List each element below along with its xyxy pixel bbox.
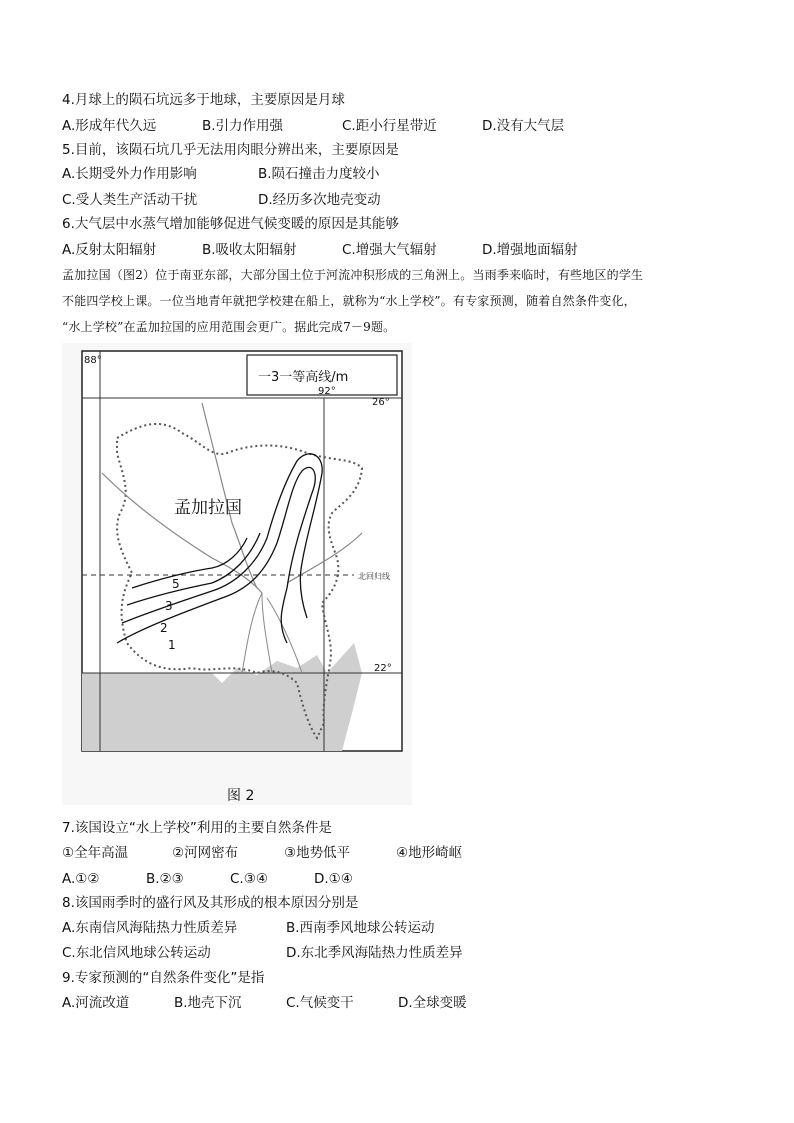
q5-option-d: D.经历多次地壳变动 bbox=[258, 192, 381, 208]
bangladesh-map bbox=[62, 343, 412, 805]
label-lat-26: 26° bbox=[372, 397, 390, 408]
label-lat-22: 22° bbox=[374, 663, 392, 674]
bangladesh-map-figure bbox=[62, 343, 412, 805]
q5-option-b: B.陨石撞击力度较小 bbox=[258, 166, 380, 182]
question-5-stem: 5.目前，该陨石坑几乎无法用肉眼分辨出来，主要原因是 bbox=[62, 142, 399, 158]
label-lon-92: 92° bbox=[318, 386, 336, 397]
label-lon-88: 88° bbox=[84, 355, 102, 366]
contour-label-2: 2 bbox=[160, 621, 168, 635]
q9-option-b: B.地壳下沉 bbox=[174, 995, 242, 1011]
q4-option-d: D.没有大气层 bbox=[482, 118, 565, 134]
q5-option-c: C.受人类生产活动干扰 bbox=[62, 192, 198, 208]
q7-option-a: A.①② bbox=[62, 871, 100, 887]
q7-item-2: ②河网密布 bbox=[172, 845, 239, 861]
question-6-stem: 6.大气层中水蒸气增加能够促进气候变暖的原因是其能够 bbox=[62, 216, 399, 232]
map-legend-text: 一3一等高线/m bbox=[258, 370, 349, 385]
q7-option-b: B.②③ bbox=[146, 871, 184, 887]
q9-option-c: C.气候变干 bbox=[286, 995, 354, 1011]
question-9-stem: 9.专家预测的“自然条件变化”是指 bbox=[62, 970, 265, 986]
q9-option-a: A.河流改道 bbox=[62, 995, 130, 1011]
q5-option-a: A.长期受外力作用影响 bbox=[62, 166, 197, 182]
q8-option-a: A.东南信风海陆热力性质差异 bbox=[62, 920, 238, 936]
q8-option-d: D.东北季风海陆热力性质差异 bbox=[286, 945, 463, 961]
question-4-stem: 4.月球上的陨石坑远多于地球，主要原因是月球 bbox=[62, 92, 345, 108]
passage-line-1: 孟加拉国（图2）位于南亚东部，大部分国土位于河流冲积形成的三角洲上。当雨季来临时，有些地区的学生 bbox=[62, 268, 644, 282]
contour-label-3: 3 bbox=[165, 599, 173, 613]
label-tropic: 北回归线 bbox=[358, 572, 390, 581]
reading-passage bbox=[62, 262, 732, 340]
q6-option-a: A.反射太阳辐射 bbox=[62, 242, 157, 258]
q9-option-d: D.全球变暖 bbox=[398, 995, 467, 1011]
q7-item-1: ①全年高温 bbox=[62, 845, 129, 861]
contour-label-5: 5 bbox=[172, 577, 180, 591]
q6-option-c: C.增强大气辐射 bbox=[342, 242, 437, 258]
q4-option-c: C.距小行星带近 bbox=[342, 118, 437, 134]
q7-option-c: C.③④ bbox=[230, 871, 268, 887]
q8-option-b: B.西南季风地球公转运动 bbox=[286, 920, 435, 936]
q7-option-d: D.①④ bbox=[314, 871, 353, 887]
q4-option-b: B.引力作用强 bbox=[202, 118, 284, 134]
passage-line-2: 不能四学校上课。一位当地青年就把学校建在船上，就称为“水上学校”。有专家预测，随着自然条件变化， bbox=[62, 294, 636, 308]
label-bangladesh: 孟加拉国 bbox=[174, 498, 242, 518]
q4-option-a: A.形成年代久远 bbox=[62, 118, 157, 134]
q8-option-c: C.东北信风地球公转运动 bbox=[62, 945, 211, 961]
q6-option-b: B.吸收太阳辐射 bbox=[202, 242, 297, 258]
contour-label-1: 1 bbox=[168, 638, 176, 652]
q7-item-4: ④地形崎岖 bbox=[396, 845, 463, 861]
question-7-stem: 7.该国设立“水上学校”利用的主要自然条件是 bbox=[62, 820, 332, 836]
passage-line-3: “水上学校”在孟加拉国的应用范围会更广。据此完成7－9题。 bbox=[62, 320, 396, 334]
q7-item-3: ③地势低平 bbox=[284, 845, 351, 861]
q6-option-d: D.增强地面辐射 bbox=[482, 242, 578, 258]
figure-caption: 图 2 bbox=[227, 788, 255, 804]
question-8-stem: 8.该国雨季时的盛行风及其形成的根本原因分别是 bbox=[62, 895, 359, 911]
